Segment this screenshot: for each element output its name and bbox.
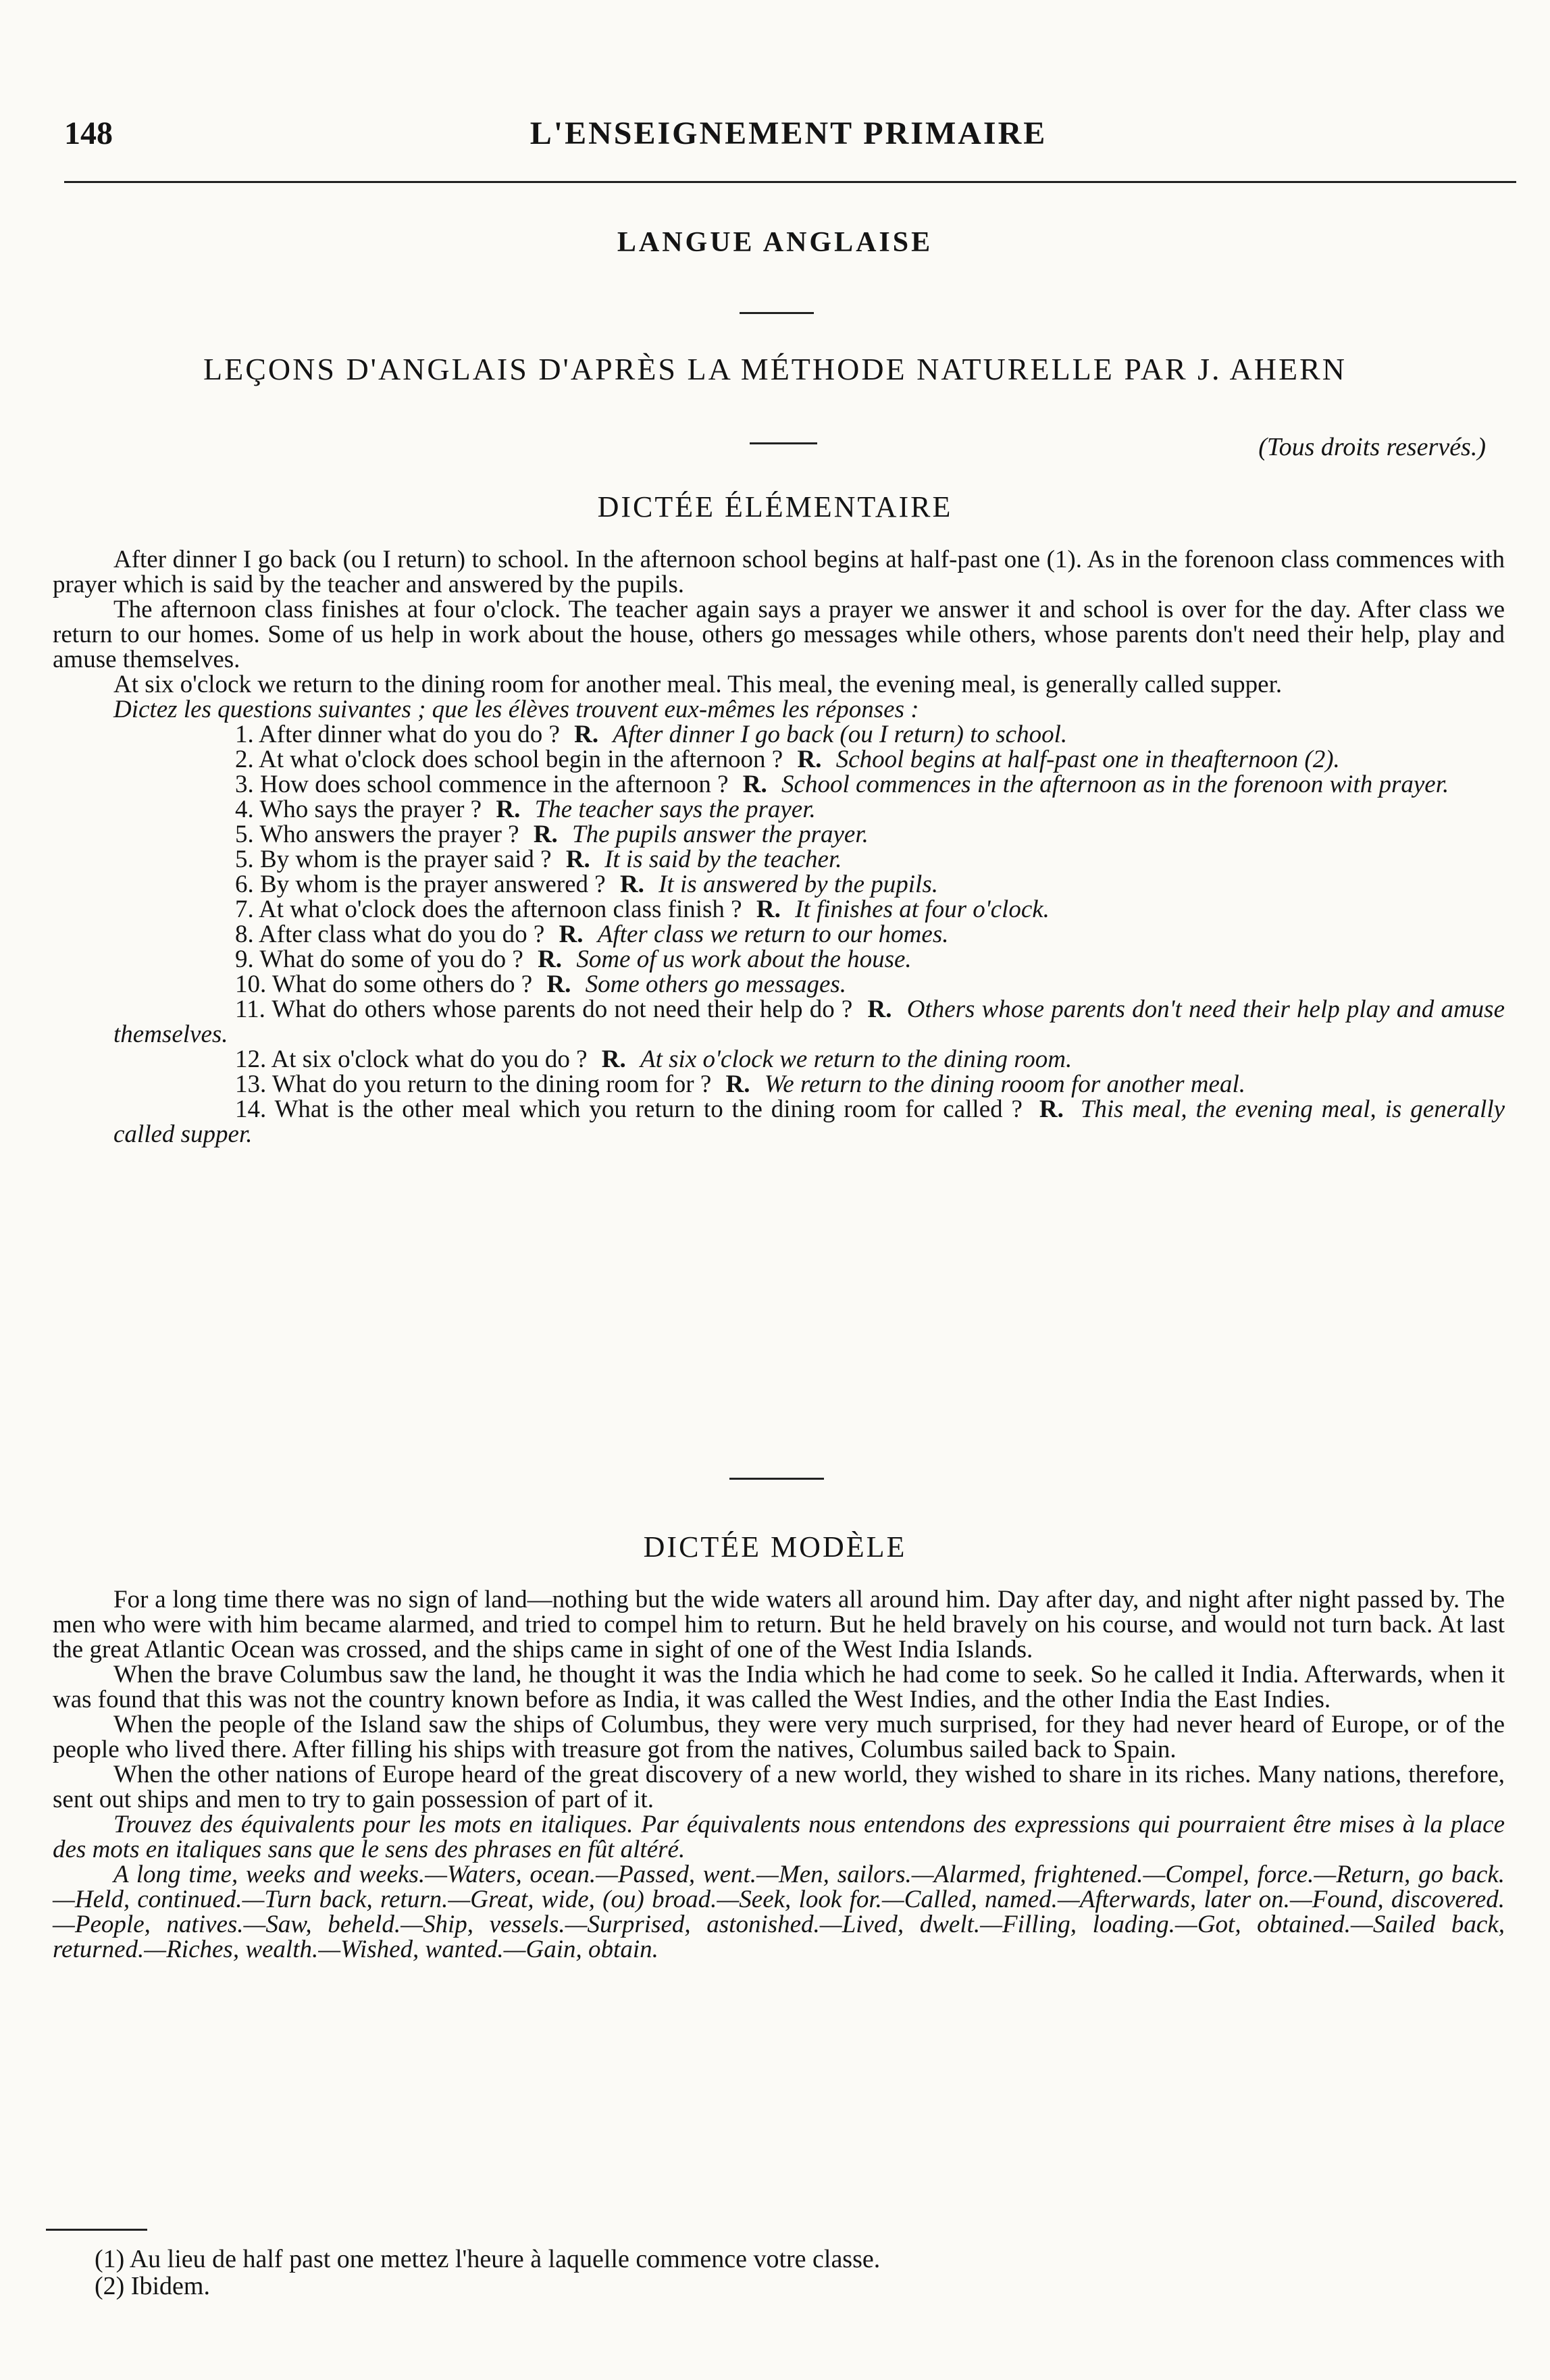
question-item bbox=[53, 722, 1505, 747]
question-text: After class what do you do ? bbox=[258, 921, 545, 948]
answer-marker: R. bbox=[565, 846, 590, 873]
answer-text: At six o'clock we return to the dining room. bbox=[640, 1045, 1073, 1073]
question-text: What do others whose parents do not need their help do ? bbox=[272, 995, 853, 1023]
answer-marker: R. bbox=[546, 971, 571, 998]
question-text: At what o'clock does school begin in the afternoon ? bbox=[258, 746, 783, 773]
page-number: 148 bbox=[64, 115, 113, 151]
question-number: 12. bbox=[235, 1045, 267, 1073]
question-item bbox=[53, 772, 1505, 797]
answer-marker: R. bbox=[756, 896, 781, 923]
answer-marker: R. bbox=[619, 871, 644, 898]
question-text: At what o'clock does the afternoon class finish ? bbox=[258, 896, 742, 923]
answer-text: Others whose parents don't need their help play and amuse themselves. bbox=[113, 995, 1505, 1048]
question-item bbox=[53, 797, 1505, 822]
question-number: 11. bbox=[235, 995, 265, 1023]
running-title: L'ENSEIGNEMENT PRIMAIRE bbox=[529, 115, 1048, 151]
answer-marker: R. bbox=[1039, 1095, 1064, 1123]
question-text: By whom is the prayer answered ? bbox=[260, 871, 606, 898]
answer-text: It is answered by the pupils. bbox=[658, 871, 938, 898]
subtitle-divider bbox=[750, 442, 817, 444]
question-item bbox=[53, 897, 1505, 922]
dictee-elementaire-text bbox=[53, 547, 1505, 1147]
question-text: After dinner what do you do ? bbox=[258, 721, 560, 748]
question-text: Who answers the prayer ? bbox=[259, 821, 519, 848]
question-item bbox=[53, 972, 1505, 997]
answer-text: Some of us work about the house. bbox=[576, 946, 912, 973]
question-item bbox=[53, 747, 1505, 772]
paragraph: When the other nations of Europe heard of the great discovery of a new world, they wished to share in its riches. Many nations, therefore, sent out ships and men to try to gain possession of part of it. bbox=[53, 1761, 1505, 1813]
section-title: LANGUE ANGLAISE bbox=[617, 227, 933, 258]
footnote: (1) Au lieu de half past one mettez l'heure à laquelle commence votre classe. bbox=[95, 2245, 881, 2273]
question-number: 2. bbox=[235, 746, 254, 773]
answer-marker: R. bbox=[867, 995, 892, 1023]
paragraph: When the brave Columbus saw the land, he thought it was the India which he had come to seek. So he called it India. Afterwards, when it was found that this was not the country known before as India, it was called the West Indies, and the other India the East Indies. bbox=[53, 1661, 1505, 1713]
question-number: 6. bbox=[235, 871, 254, 898]
question-item bbox=[53, 997, 1505, 1047]
question-item bbox=[53, 947, 1505, 972]
answer-text: Some others go messages. bbox=[585, 971, 847, 998]
answer-text: School begins at half-past one in theafternoon (2). bbox=[835, 746, 1340, 773]
question-text: What is the other meal which you return to the dining room for called ? bbox=[274, 1095, 1023, 1123]
vocabulary-list: A long time, weeks and weeks.—Waters, ocean.—Passed, went.—Men, sailors.—Alarmed, frightened.—Compel, force.—Return, go back.—Held, continued.—Turn back, return.—Great, wide, (ou) broad.—Seek, look for.—Called, named.—Afterwards, later on.—Found, discovered.—People, natives.—Saw, beheld.—Ship, vessels.—Surprised, astonished.—Lived, dwelt.—Filling, loading.—Got, obtained.—Sailed back, returned.—Riches, wealth.—Wished, wanted.—Gain, obtain. bbox=[53, 1861, 1505, 1963]
question-item bbox=[53, 922, 1505, 947]
dictee-modele-text bbox=[53, 1587, 1505, 1962]
question-item bbox=[53, 1097, 1505, 1147]
paragraph: At six o'clock we return to the dining room for another meal. This meal, the evening meal, is generally called supper. bbox=[113, 671, 1283, 698]
question-text: By whom is the prayer said ? bbox=[260, 846, 552, 873]
page-header bbox=[64, 115, 1513, 169]
question-text: Who says the prayer ? bbox=[259, 796, 482, 823]
question-number: 5. bbox=[235, 846, 254, 873]
answer-marker: R. bbox=[496, 796, 521, 823]
question-text: What do you return to the dining room for ? bbox=[272, 1070, 712, 1098]
rights-notice: (Tous droits reservés.) bbox=[1258, 433, 1486, 461]
answer-text: The pupils answer the prayer. bbox=[572, 821, 869, 848]
answer-marker: R. bbox=[797, 746, 822, 773]
paragraph: For a long time there was no sign of land—nothing but the wide waters all around him. Day after day, and night after night passed by. The men who were with him became alarmed, and tried to compel him to return. But he held bravely on his course, and would not turn back. At last the great Atlantic Ocean was crossed, and the ships came in sight of one of the West India Islands. bbox=[53, 1586, 1505, 1663]
answer-marker: R. bbox=[742, 771, 767, 798]
question-number: 7. bbox=[235, 896, 254, 923]
answer-marker: R. bbox=[574, 721, 599, 748]
question-item bbox=[53, 822, 1505, 847]
question-number: 13. bbox=[235, 1070, 267, 1098]
question-number: 3. bbox=[235, 771, 254, 798]
question-number: 9. bbox=[235, 946, 254, 973]
answer-text: We return to the dining rooom for another meal. bbox=[764, 1070, 1245, 1098]
section-divider bbox=[740, 312, 814, 314]
question-item bbox=[53, 847, 1505, 872]
paragraph: When the people of the Island saw the ships of Columbus, they were very much surprised, for they had never heard of Europe, or of the people who lived there. After filling his ships with treasure got from the natives, Columbus sailed back to Spain. bbox=[53, 1711, 1505, 1763]
question-list bbox=[53, 722, 1505, 1147]
answer-text: It is said by the teacher. bbox=[604, 846, 842, 873]
footnote-rule bbox=[46, 2229, 147, 2231]
question-number: 5. bbox=[235, 821, 254, 848]
dictee-modele-heading: DICTÉE MODÈLE bbox=[643, 1530, 907, 1563]
footnote: (2) Ibidem. bbox=[95, 2272, 210, 2300]
question-item bbox=[53, 1047, 1505, 1072]
question-item bbox=[53, 1072, 1505, 1097]
answer-marker: R. bbox=[533, 821, 558, 848]
instruction: Dictez les questions suivantes ; que les élèves trouvent eux-mêmes les réponses : bbox=[113, 696, 919, 723]
answer-marker: R. bbox=[601, 1045, 626, 1073]
dictee-elementaire-heading: DICTÉE ÉLÉMENTAIRE bbox=[597, 490, 953, 523]
paragraph: After dinner I go back (ou I return) to school. In the afternoon school begins at half-past one (1). As in the forenoon class commences with prayer which is said by the teacher and answered by the pupils. bbox=[53, 546, 1505, 598]
answer-text: After dinner I go back (ou I return) to school. bbox=[613, 721, 1068, 748]
question-text: At six o'clock what do you do ? bbox=[271, 1045, 588, 1073]
instruction: Trouvez des équivalents pour les mots en italiques. Par équivalents nous entendons des expressions qui pourraient être mises à la place des mots en italiques sans que le sens des phrases en fût altéré. bbox=[53, 1811, 1505, 1863]
question-number: 4. bbox=[235, 796, 254, 823]
question-item bbox=[53, 872, 1505, 897]
answer-text: School commences in the afternoon as in the forenoon with prayer. bbox=[781, 771, 1449, 798]
answer-text: This meal, the evening meal, is generally called supper. bbox=[113, 1095, 1505, 1148]
footnotes bbox=[95, 2246, 880, 2300]
answer-text: After class we return to our homes. bbox=[597, 921, 949, 948]
question-number: 10. bbox=[235, 971, 267, 998]
question-number: 14. bbox=[235, 1095, 267, 1123]
section-divider bbox=[729, 1478, 824, 1480]
header-rule bbox=[64, 181, 1516, 183]
answer-text: The teacher says the prayer. bbox=[534, 796, 816, 823]
answer-marker: R. bbox=[559, 921, 584, 948]
question-text: What do some others do ? bbox=[272, 971, 533, 998]
answer-marker: R. bbox=[725, 1070, 750, 1098]
question-number: 8. bbox=[235, 921, 254, 948]
section-subtitle: LEÇONS D'ANGLAIS D'APRÈS LA MÉTHODE NATURELLE PAR J. AHERN bbox=[203, 352, 1347, 386]
answer-text: It finishes at four o'clock. bbox=[795, 896, 1050, 923]
question-text: How does school commence in the afternoon ? bbox=[260, 771, 729, 798]
paragraph: The afternoon class finishes at four o'clock. The teacher again says a prayer we answer it and school is over for the day. After class we return to our homes. Some of us help in work about the house, others go messages while others, whose parents don't need their help, play and amuse themselves. bbox=[53, 596, 1505, 673]
question-text: What do some of you do ? bbox=[259, 946, 523, 973]
answer-marker: R. bbox=[538, 946, 563, 973]
question-number: 1. bbox=[235, 721, 254, 748]
